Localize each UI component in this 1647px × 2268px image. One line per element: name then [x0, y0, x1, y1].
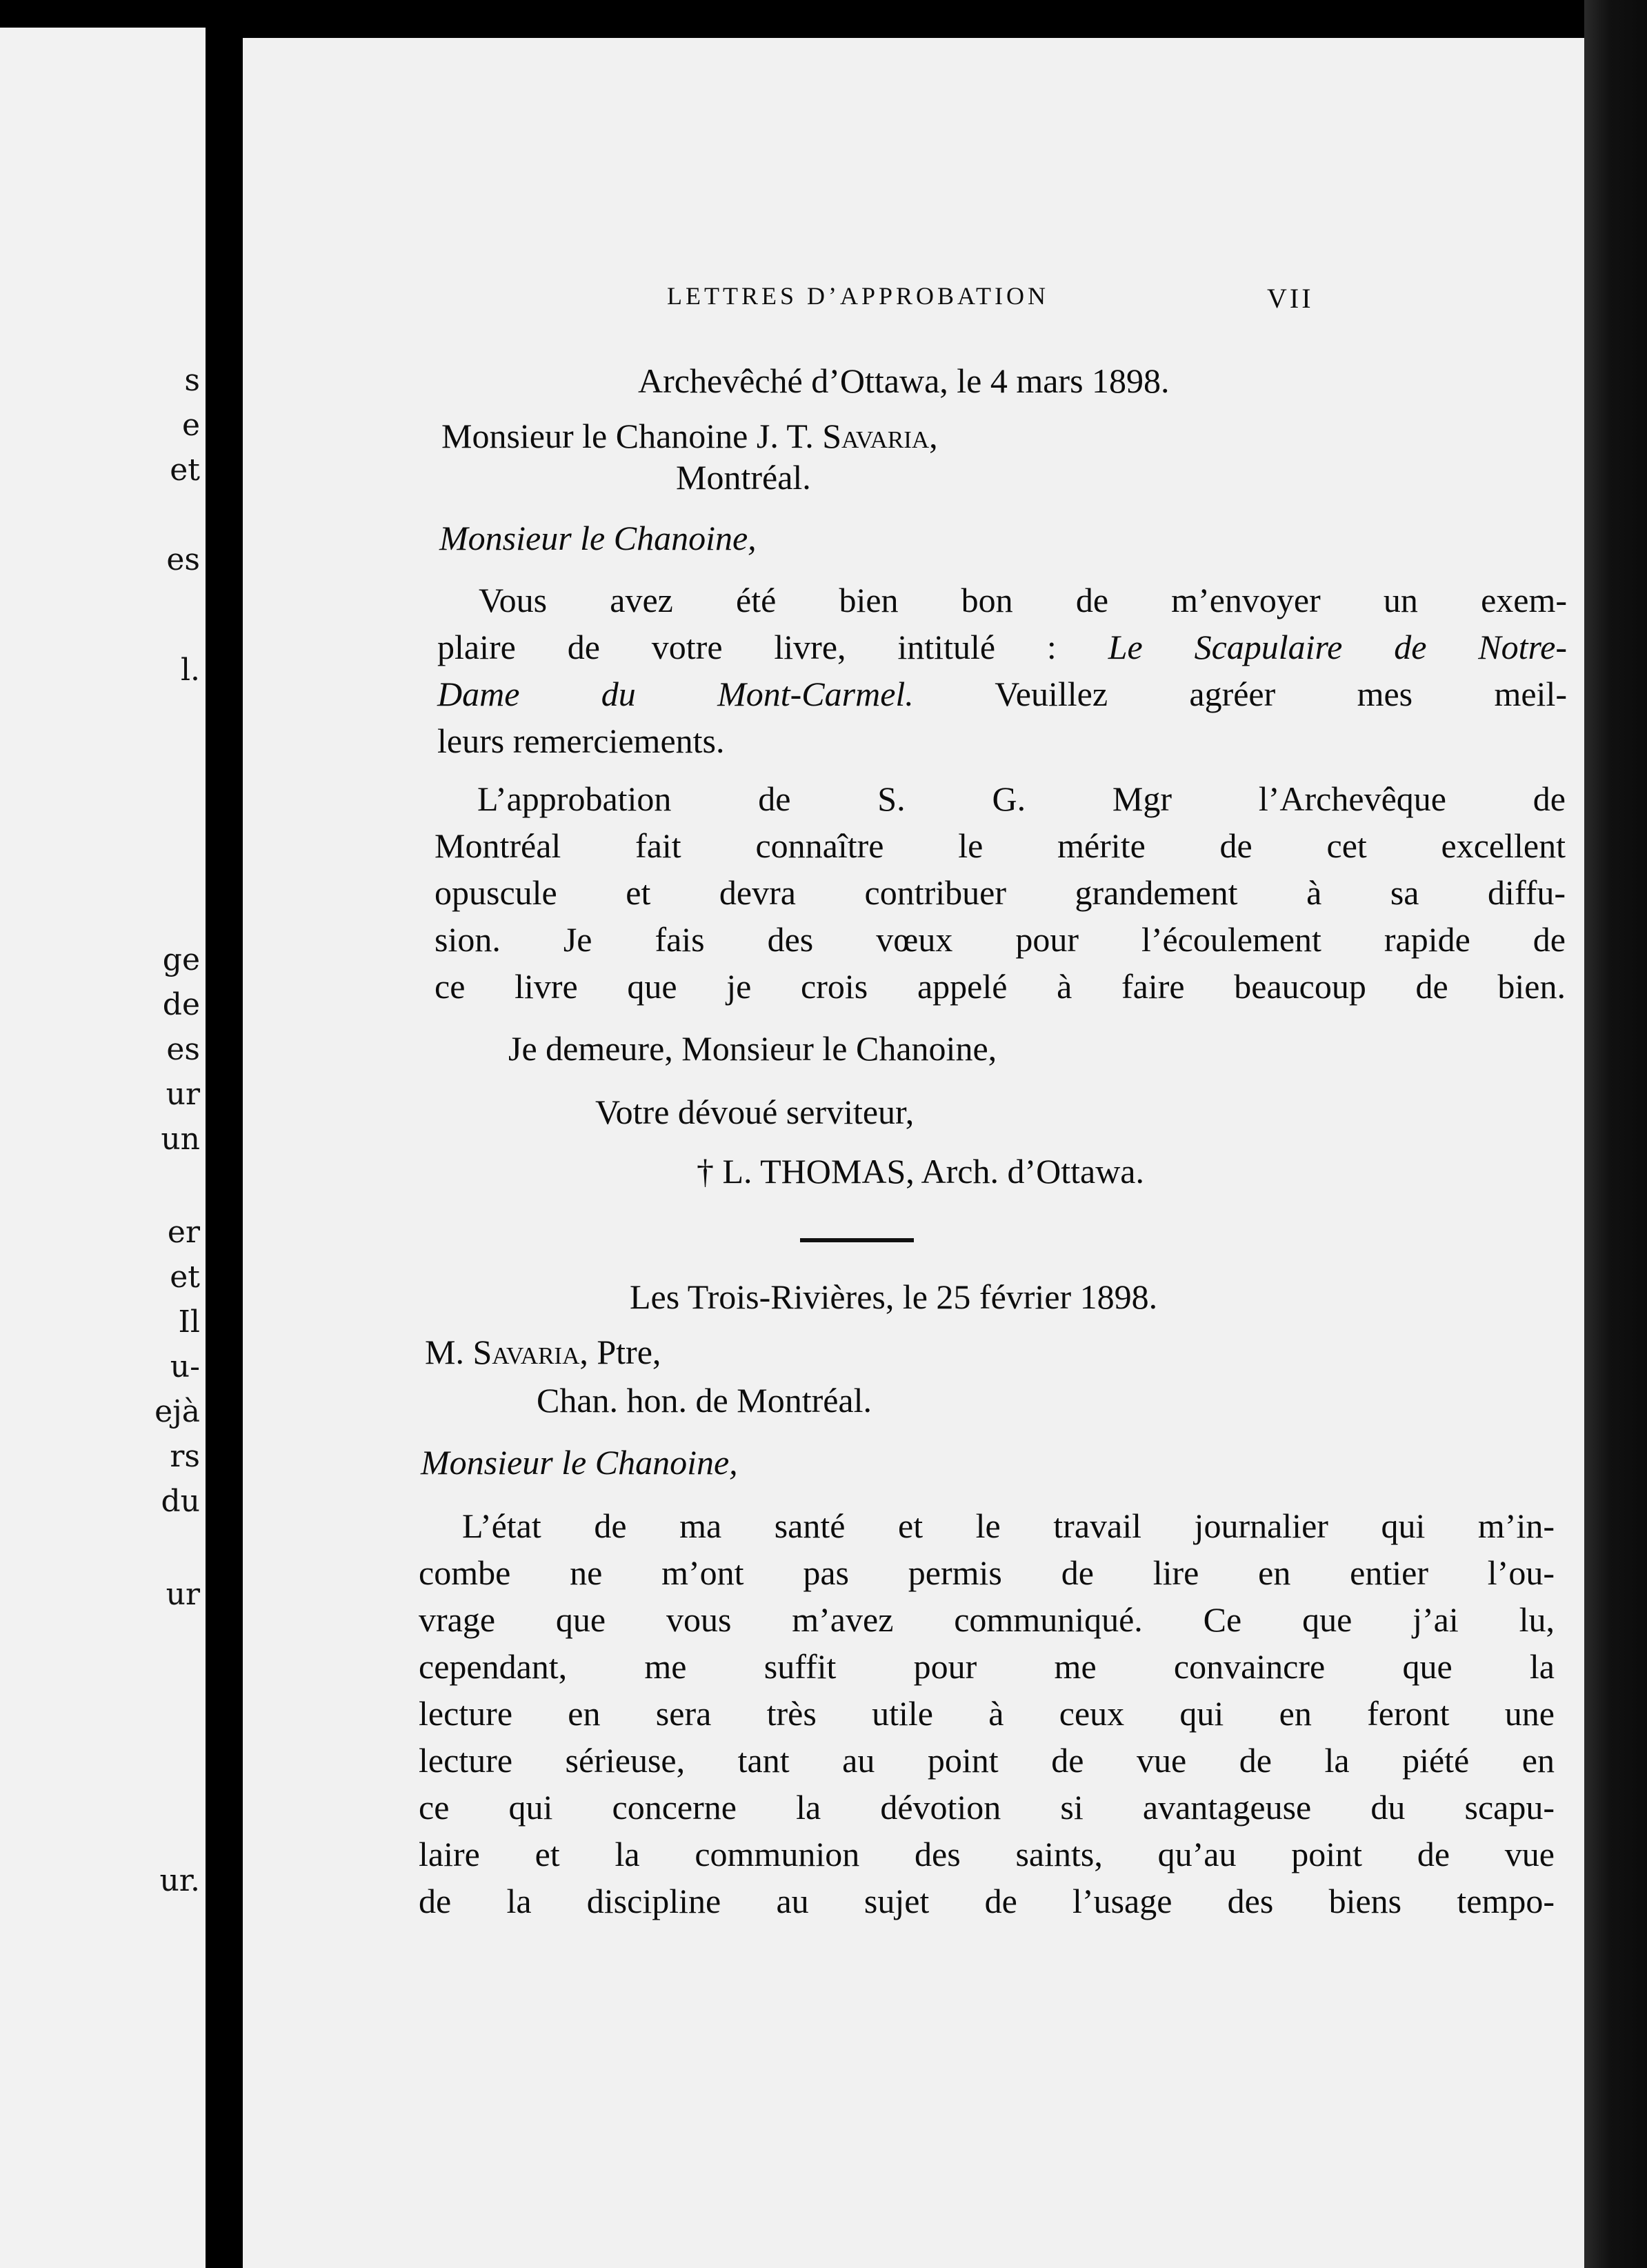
addressee-prefix: M. [425, 1333, 473, 1371]
left-page-fragment: s [184, 363, 200, 398]
letter2-body-line: combe ne m’ont pas permis de lire en entier l’ou- [419, 1553, 1555, 1592]
body-text: Veuillez agréer mes meil- [913, 675, 1567, 713]
section-divider [800, 1238, 914, 1242]
letter1-addressee-city: Montréal. [676, 458, 811, 497]
left-page-fragment: rs [170, 1439, 200, 1474]
page-edge-shadow [1584, 0, 1647, 2268]
letter2-body-line: lecture sérieuse, tant au point de vue de la piété en [419, 1741, 1555, 1780]
left-page-fragment: e [181, 408, 200, 443]
left-page-fragment: un [161, 1122, 200, 1157]
letter2-body-line: cependant, me suffit pour me convaincre que la [419, 1647, 1555, 1686]
letter2-body-line: de la discipline au sujet de l’usage des biens tempo- [419, 1882, 1555, 1920]
addressee-suffix: , [929, 417, 938, 455]
left-page-fragment: de [162, 987, 200, 1022]
running-header: LETTRES D’APPROBATION [667, 282, 1050, 310]
left-page-fragment: es [166, 542, 200, 577]
letter1-body-line: L’approbation de S. G. Mgr l’Archevêque de [477, 779, 1566, 818]
left-page-fragment: ur. [159, 1863, 200, 1898]
letter1-addressee [441, 419, 938, 453]
letter2-addressee [425, 1335, 661, 1369]
left-page-fragment: u- [170, 1349, 200, 1384]
letter1-body-line: Vous avez été bien bon de m’envoyer un exem- [479, 581, 1567, 619]
left-page-fragment: du [161, 1484, 200, 1519]
left-page-fragment: ur [166, 1077, 200, 1112]
letter2-place-date: Les Trois-Rivières, le 25 février 1898. [630, 1277, 1158, 1316]
letter1-body-line [437, 677, 1567, 711]
letter1-body-line: leurs remerciements. [437, 722, 725, 760]
left-page-fragment: ur [166, 1577, 200, 1612]
left-page-fragment: er [167, 1215, 200, 1250]
left-page-fragment: ejà [154, 1394, 200, 1429]
book-title: Dame du Mont-Carmel. [437, 675, 914, 713]
letter1-body-line: Montréal fait connaître le mérite de cet excellent [435, 826, 1566, 865]
body-text: plaire de votre livre, intitulé : [437, 628, 1108, 666]
left-facing-page [0, 28, 206, 2268]
left-page-fragment: l. [180, 653, 200, 688]
left-page-fragment: ge [162, 942, 200, 977]
letter2-body-line: ce qui concerne la dévotion si avantageuse du scapu- [419, 1788, 1555, 1827]
left-page-fragment: es [166, 1032, 200, 1067]
page-number: VII [1267, 283, 1314, 314]
left-page-fragment: et [170, 452, 200, 488]
letter2-body-line: lecture en sera très utile à ceux qui en feront une [419, 1694, 1555, 1733]
addressee-prefix: Monsieur le Chanoine J. T. [441, 417, 823, 455]
letter2-body-line: vrage que vous m’avez communiqué. Ce que j’ai lu, [419, 1600, 1555, 1639]
addressee-name: Savaria [472, 1333, 580, 1371]
letter1-body-line: ce livre que je crois appelé à faire beaucoup de bien. [435, 967, 1566, 1006]
letter1-salutation: Monsieur le Chanoine, [439, 519, 757, 557]
letter2-salutation: Monsieur le Chanoine, [421, 1443, 738, 1482]
letter1-closing: Votre dévoué serviteur, [595, 1093, 915, 1131]
document-page [243, 38, 1584, 2268]
addressee-suffix: , Ptre, [579, 1333, 661, 1371]
book-title: Le Scapulaire de Notre- [1108, 628, 1567, 666]
left-page-fragment: Il [178, 1304, 200, 1340]
letter2-body-line: L’état de ma santé et le travail journalier qui m’in- [462, 1506, 1555, 1545]
letter1-body-line: opuscule et devra contribuer grandement à sa diffu- [435, 873, 1566, 912]
letter1-signature: † L. THOMAS, Arch. d’Ottawa. [697, 1152, 1144, 1191]
letter1-place-date: Archevêché d’Ottawa, le 4 mars 1898. [638, 361, 1170, 400]
letter2-body-line: laire et la communion des saints, qu’au point de vue [419, 1835, 1555, 1873]
letter1-closing: Je demeure, Monsieur le Chanoine, [508, 1029, 997, 1068]
letter1-body-line [437, 630, 1567, 664]
addressee-name: Savaria [822, 417, 930, 455]
letter1-body-line: sion. Je fais des vœux pour l’écoulement rapide de [435, 920, 1566, 959]
left-page-fragment: et [170, 1260, 200, 1295]
letter2-addressee-title: Chan. hon. de Montréal. [537, 1381, 872, 1420]
